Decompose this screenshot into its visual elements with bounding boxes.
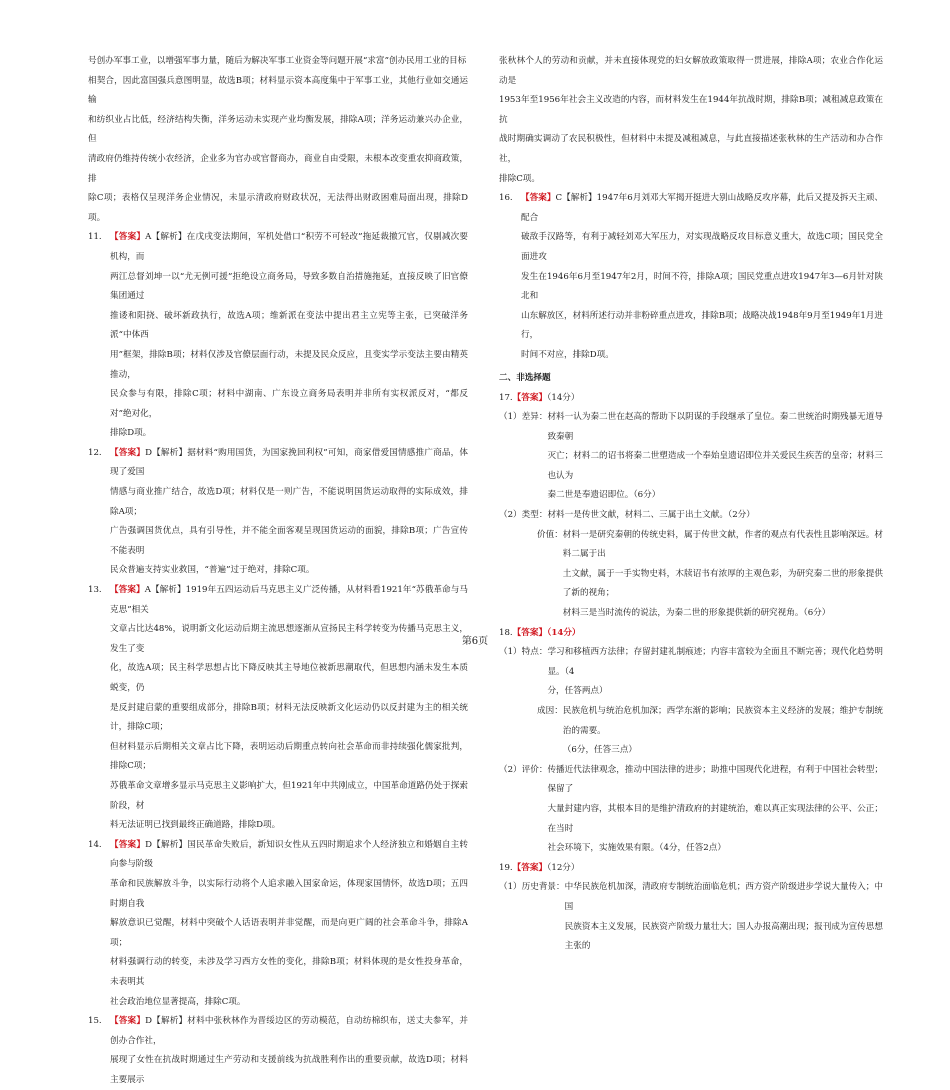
text-line: 民众参与有限，排除C项；材料中湖南、广东设立商务局表明并非所有实权派反对，“都反对”绝对化， <box>110 389 468 419</box>
item-number: 14. <box>88 839 102 850</box>
answer-18-part1: （1）特点： 学习和移植西方法律；存留封建礼制痕迹；内容丰富较为全面且不断完善；现代化趋势明显。（4 分，任答两点） <box>499 643 883 702</box>
answer-keyword: 【答案】 <box>512 627 548 638</box>
answer-item <box>88 581 468 836</box>
text-line: 革命和民族解放斗争，以实际行动将个人追求融入国家命运，体现家国情怀，故选D项；五四时期自我 <box>110 878 468 909</box>
text-line: 推诿和阳挠、破坏新政执行，故选A项；维新派在变法中提出君主立宪等主张，已突破洋务派“中体西 <box>110 310 468 341</box>
answer-17 <box>499 389 883 624</box>
text-line: 【答案】C【解析】1947年6月刘邓大军揭开挺进大别山战略反攻序幕，此后又提及拆天主顽、配合 <box>521 193 883 223</box>
item-number: 13. <box>88 585 102 596</box>
item-body <box>521 189 883 365</box>
text-line: 广告强调国货优点，具有引导性，并不能全面客观呈现国货运动的面貌，排除B项；广告宣传不能表明 <box>110 526 468 556</box>
text-line: 清政府仍维持传统小农经济，企业多为官办或官督商办，商业自由受限，未根本改变重农抑商政策，排 <box>88 153 468 184</box>
text-line: 号创办军事工业，以增强军事力量，随后为解决军事工业资金等问题开展“求富”创办民用工业的目标 <box>88 56 467 66</box>
answer-keyword: 【答案】 <box>110 1016 146 1027</box>
text-line: 分，任答两点） <box>547 686 608 697</box>
text-line: 民族危机与统治危机加深；西学东渐的影响；民族资本主义经济的发展；维护专制统治的需要。 <box>562 706 883 736</box>
text-line: 山东解放区，材料所述行动并非粉碎重点进攻，排除B项；战略决战1948年9月至1949年1月进行， <box>521 310 883 341</box>
text-line: 用”框架，排除B项；材料仅涉及官僚层面行动，未提及民众反应，且变实学示变法主要由精英推动， <box>110 349 468 380</box>
answer-item <box>88 836 468 1012</box>
page-number: 第6页 <box>461 636 489 647</box>
text-line: 情感与商业推广结合，故选D项；材料仅是一则广告，不能说明国货运动取得的实际成效，排除A项； <box>110 487 468 517</box>
text-line: 苏俄革命文章增多显示马克思主义影响扩大，但1921年中共刚成立，中国革命道路仍处于探索阶段，材 <box>110 780 468 811</box>
text-line: 文章占比达48%，说明新文化运动后期主流思想逐渐从宣扬民主科学转变为传播马克思主义，发生了变 <box>110 624 468 654</box>
answer-18-part2: 成因： 民族危机与统治危机加深；西学东渐的影响；民族资本主义经济的发展；维护专制统治的需要。 （6分，任答三点） <box>499 702 883 761</box>
text-line: 【答案】A【解析】1919年五四运动后马克思主义广泛传播，从材料看1921年“苏俄革命与马克思”相关 <box>110 585 468 615</box>
answer-item <box>88 1012 468 1090</box>
answer-17-part2: （2）类型： 材料一是传世文献，材料二、三属于出土文献。（2分） <box>499 510 755 521</box>
text-line: （6分，任答三点） <box>562 745 638 756</box>
item-number: 11. <box>88 232 102 243</box>
text-line: 战时期确实调动了农民积极性，但材料中未提及减租减息，与此直接描述张秋林的生产活动和办合作社， <box>499 134 883 164</box>
text-line: 大量封建内容，其根本目的是维护清政府的封建统治，难以真正实现法律的公平、公正；在当时 <box>547 803 883 834</box>
section-heading: 二、非选择题 <box>499 372 551 383</box>
answer-item <box>88 228 468 444</box>
item-number: 15. <box>88 1016 102 1027</box>
text-line: 1953年至1956年社会主义改造的内容，而材料发生在1944年抗战时期，排除B项；减租减息政策在抗 <box>499 95 883 125</box>
continued-paragraph <box>499 52 883 189</box>
text-line: 除C项；表格仅呈现洋务企业情况，未显示清政府财政状况，无法得出财政困难局面出现，排除D项。 <box>88 193 468 223</box>
answer-keyword: 【答案】 <box>110 232 146 243</box>
text-line: 传播近代法律观念，推动中国法律的进步；助推中国现代化进程，有利于中国社会转型；保留了 <box>547 764 883 795</box>
answer-keyword: 【答案】 <box>110 585 145 596</box>
answer-17-part3: 价值： 材料一是研究秦朝的传统史料，属于传世文献，作者的观点有代表性且影响深远。材料二属于出 土文献，属于一手实物史料，木牍诏书有浓厚的主观色彩，为研究秦二世的形象提供了新的视角； 材料三是当时流传的说法，为秦二世的形象提供新的研究视角。（6分） <box>499 526 883 624</box>
text-line: 和纺织业占比低，经济结构失衡，洋务运动未实现产业均衡发展，排除A项；洋务运动兼兴办企业，但 <box>88 114 468 145</box>
right-column <box>499 52 883 957</box>
item-body <box>110 1012 468 1090</box>
text-line: 民众普遍支持实业救国，“普遍”过于绝对，排除C项。 <box>110 565 315 576</box>
text-line: 材料一是研究秦朝的传统史料，属于传世文献，作者的观点有代表性且影响深远。材料二属于出 <box>562 529 883 560</box>
answer-keyword: 【答案】 <box>512 862 548 873</box>
text-line: 【答案】D【解析】据材料“购用国货，为国家挽回利权”可知，商家借爱国情感推广商品，体现了爱国 <box>110 447 468 478</box>
text-line: 土文献，属于一手实物史料，木牍诏书有浓厚的主观色彩，为研究秦二世的形象提供了新的视角； <box>562 568 883 599</box>
answer-item <box>88 444 468 581</box>
text-line: 社会环境下，实施效果有限。（4分，任答2点） <box>547 843 726 854</box>
answer-list-left <box>88 228 468 1090</box>
text-line: 但材料显示后期相关文章占比下降，表明运动后期重点转向社会革命而非持续强化儒家批判，排除C项； <box>110 741 468 772</box>
text-line: 展现了女性在抗战时期通过生产劳动和支援前线为抗战胜利作出的重要贡献，故选D项；材料主要展示 <box>110 1055 468 1085</box>
answer-keyword: 【答案】 <box>110 839 146 850</box>
answer-keyword: 【答案】 <box>512 392 548 403</box>
text-line: 秦二世是奉遗诏即位。（6分） <box>547 490 661 501</box>
text-line: 中华民族危机加深，清政府专制统治面临危机；西方资产阶级进步学说大量传入；中国 <box>564 882 883 912</box>
item-body <box>110 581 468 836</box>
text-line: 灭亡；材料二的诏书将秦二世塑造成一个奉始皇遗诏即位并关爱民生疾苦的皇帝；材料三也认为 <box>547 451 883 481</box>
answer-item-16 <box>499 189 883 365</box>
text-line: 排除D项。 <box>110 428 152 439</box>
text-line: 是反封建启蒙的重要组成部分，排除B项；材料无法反映新文化运动仍以反封建为主的相关统计，排除C项； <box>110 702 468 733</box>
text-line: 相契合，因此富国强兵意图明显，故选B项；材料显示资本高度集中于军事工业，其他行业如交通运输 <box>88 75 468 106</box>
item-body <box>110 836 468 1012</box>
text-line: 【答案】D【解析】国民革命失败后，新知识女性从五四时期追求个人经济独立和婚姻自主转向参与阶级 <box>110 839 468 870</box>
answer-19 <box>499 859 883 957</box>
intro-paragraph <box>88 52 468 228</box>
text-line: 材料一认为秦二世在赵高的帮助下以阴谋的手段继承了皇位。秦二世统治时期残暴无道导致秦朝 <box>547 412 883 442</box>
item-body <box>110 228 468 444</box>
answer-18-part3: （2）评价： 传播近代法律观念，推动中国法律的进步；助推中国现代化进程，有利于中国社会转型；保留了 大量封建内容，其根本目的是维护清政府的封建统治，难以真正实现法律的公平、公正；在当时 社会环境下，实施效果有限。（4分，任答2点） <box>499 761 883 859</box>
answer-keyword: 【答案】 <box>521 193 556 204</box>
text-line: 料无法证明已找到最终正确道路，排除D项。 <box>110 820 281 831</box>
text-line: 排除C项。 <box>499 173 540 184</box>
text-line: 两江总督刘坤一以“尤无例可援”拒绝设立商务局，导致多数自治措施拖延，直接反映了旧官僚集团通过 <box>110 271 468 302</box>
text-line: 材料强调行动的转变，未涉及学习西方女性的变化，排除B项；材料体现的是女性投身革命，未表明其 <box>110 957 468 987</box>
answer-keyword: 【答案】 <box>110 447 146 458</box>
text-line: 时间不对应，排除D项。 <box>521 349 614 360</box>
text-line: 【答案】A【解析】在戊戌变法期间，军机处借口“积劳不可轻改”拖延裁撤冗官，仅剔减次要机构，而 <box>110 232 468 262</box>
text-line: 社会政治地位显著提高，排除C项。 <box>110 996 246 1007</box>
answer-19-part1: （1）历史背景： 中华民族危机加深，清政府专制统治面临危机；西方资产阶级进步学说大量传入；中国 民族资本主义发展，民族资产阶级力量壮大；国人办报高潮出现；报刊成为宣传思想主张的 <box>499 878 883 956</box>
item-body <box>110 444 468 581</box>
item-number: 12. <box>88 447 102 458</box>
item-number: 16. <box>499 193 513 204</box>
answer-19-header: 19.【答案】（12分） <box>499 862 580 873</box>
left-column <box>88 52 468 1090</box>
text-line: 解放意识已觉醒，材料中突破个人话语表明并非觉醒，而是向更广阔的社会革命斗争，排除A项； <box>110 918 468 948</box>
text-line: 化，故选A项；民主科学思想占比下降反映其主导地位被新思潮取代，但思想内涵未发生本质蜕变，仍 <box>110 663 468 693</box>
text-line: 发生在1946年6月至1947年2月，时间不符，排除A项；国民党重点进攻1947年3—6月针对陕北和 <box>521 271 883 302</box>
text-line: 学习和移植西方法律；存留封建礼制痕迹；内容丰富较为全面且不断完善；现代化趋势明显。（4 <box>547 647 883 677</box>
answer-17-header: 17.【答案】（14分） <box>499 392 580 403</box>
text-line: 民族资本主义发展，民族资产阶级力量壮大；国人办报高潮出现；报刊成为宣传思想主张的 <box>564 921 883 952</box>
text-line: 【答案】D【解析】材料中张秋林作为晋绥边区的劳动模范，自动纺棉织布，送丈夫参军，并创办合作社， <box>110 1016 468 1046</box>
text-line: 破敌手汉路等，有利于减轻刘邓大军压力，对实现战略反攻目标意义重大，故选C项；国民党全面进攻 <box>521 232 883 262</box>
answer-17-part1: （1）差异： 材料一认为秦二世在赵高的帮助下以阴谋的手段继承了皇位。秦二世统治时期残暴无道导致秦朝 灭亡；材料二的诏书将秦二世塑造成一个奉始皇遗诏即位并关爱民生疾苦的皇帝；材料三也认为 秦二世是奉遗诏即位。（6分） <box>499 408 883 506</box>
text-line: 张秋林个人的劳动和贡献，并未直接体现党的妇女解放政策取得一贯进展，排除A项；农业合作化运动是 <box>499 56 883 86</box>
answer-18-header: 18.【答案】（14分） <box>499 627 581 638</box>
text-line: 材料三是当时流传的说法，为秦二世的形象提供新的研究视角。（6分） <box>562 608 831 619</box>
answer-18 <box>499 624 883 859</box>
